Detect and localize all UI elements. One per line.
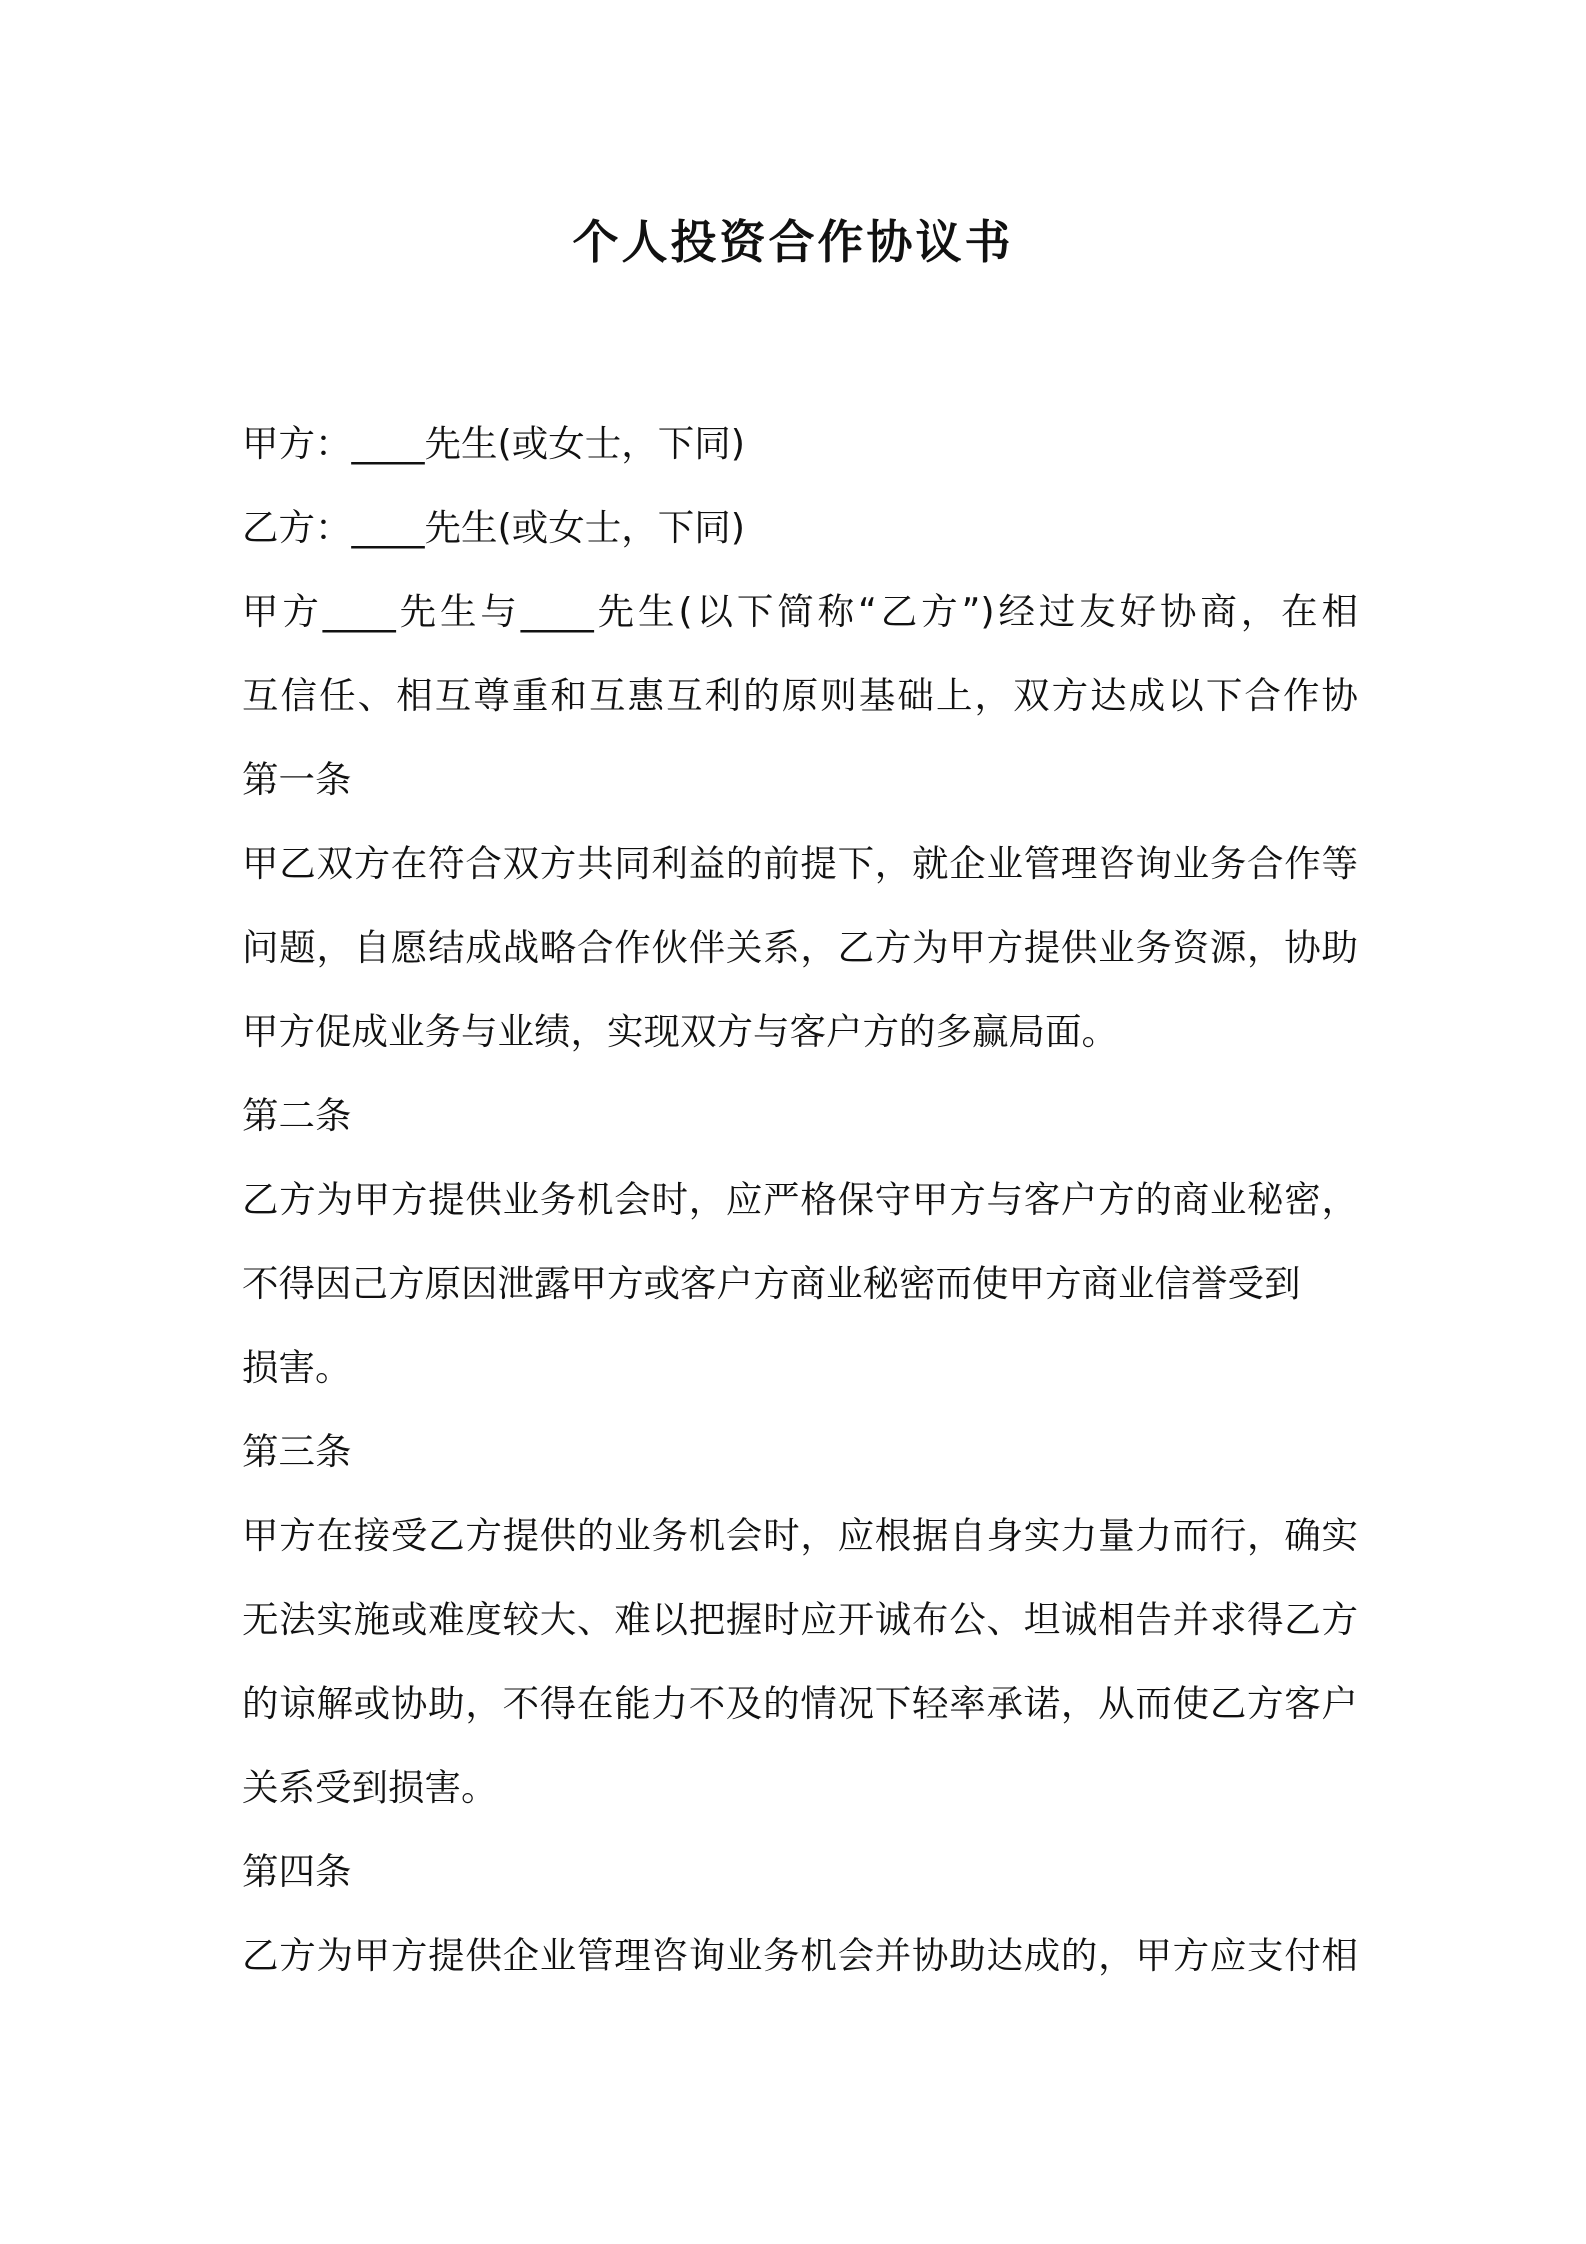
article-4-line-1: 乙方为甲方提供企业管理咨询业务机会并协助达成的，甲方应支付相 xyxy=(242,1934,1358,1977)
article-1-heading: 第一条 xyxy=(242,758,352,801)
party-b-line: 乙方：____先生(或女士，下同) xyxy=(242,506,745,549)
article-1-line-3: 甲方促成业务与业绩，实现双方与客户方的多赢局面。 xyxy=(242,1010,1118,1053)
article-1-line-2: 问题，自愿结成战略合作伙伴关系，乙方为甲方提供业务资源，协助 xyxy=(242,926,1358,969)
article-3-line-3: 的谅解或协助，不得在能力不及的情况下轻率承诺，从而使乙方客户 xyxy=(242,1682,1358,1725)
article-3-line-4: 关系受到损害。 xyxy=(242,1766,498,1809)
document-body xyxy=(242,402,1358,1998)
article-2-heading: 第二条 xyxy=(242,1094,352,1137)
preamble-line-2: 互信任、相互尊重和互惠互利的原则基础上，双方达成以下合作协 xyxy=(242,674,1358,717)
party-a-line: 甲方：____先生(或女士，下同) xyxy=(242,422,745,465)
article-3-line-1: 甲方在接受乙方提供的业务机会时，应根据自身实力量力而行，确实 xyxy=(242,1514,1358,1557)
preamble-line-1: 甲方____先生与____先生(以下简称“乙方”)经过友好协商，在相 xyxy=(242,590,1358,633)
article-2-line-1: 乙方为甲方提供业务机会时，应严格保守甲方与客户方的商业秘密， xyxy=(242,1178,1358,1221)
article-2-line-3: 损害。 xyxy=(242,1346,352,1389)
article-3-line-2: 无法实施或难度较大、难以把握时应开诚布公、坦诚相告并求得乙方 xyxy=(242,1598,1358,1641)
document-title: 个人投资合作协议书 xyxy=(572,215,1014,269)
article-4-heading: 第四条 xyxy=(242,1850,352,1893)
article-2-line-2: 不得因己方原因泄露甲方或客户方商业秘密而使甲方商业信誉受到 xyxy=(242,1262,1301,1305)
article-3-heading: 第三条 xyxy=(242,1430,352,1473)
article-1-line-1: 甲乙双方在符合双方共同利益的前提下，就企业管理咨询业务合作等 xyxy=(242,842,1358,885)
